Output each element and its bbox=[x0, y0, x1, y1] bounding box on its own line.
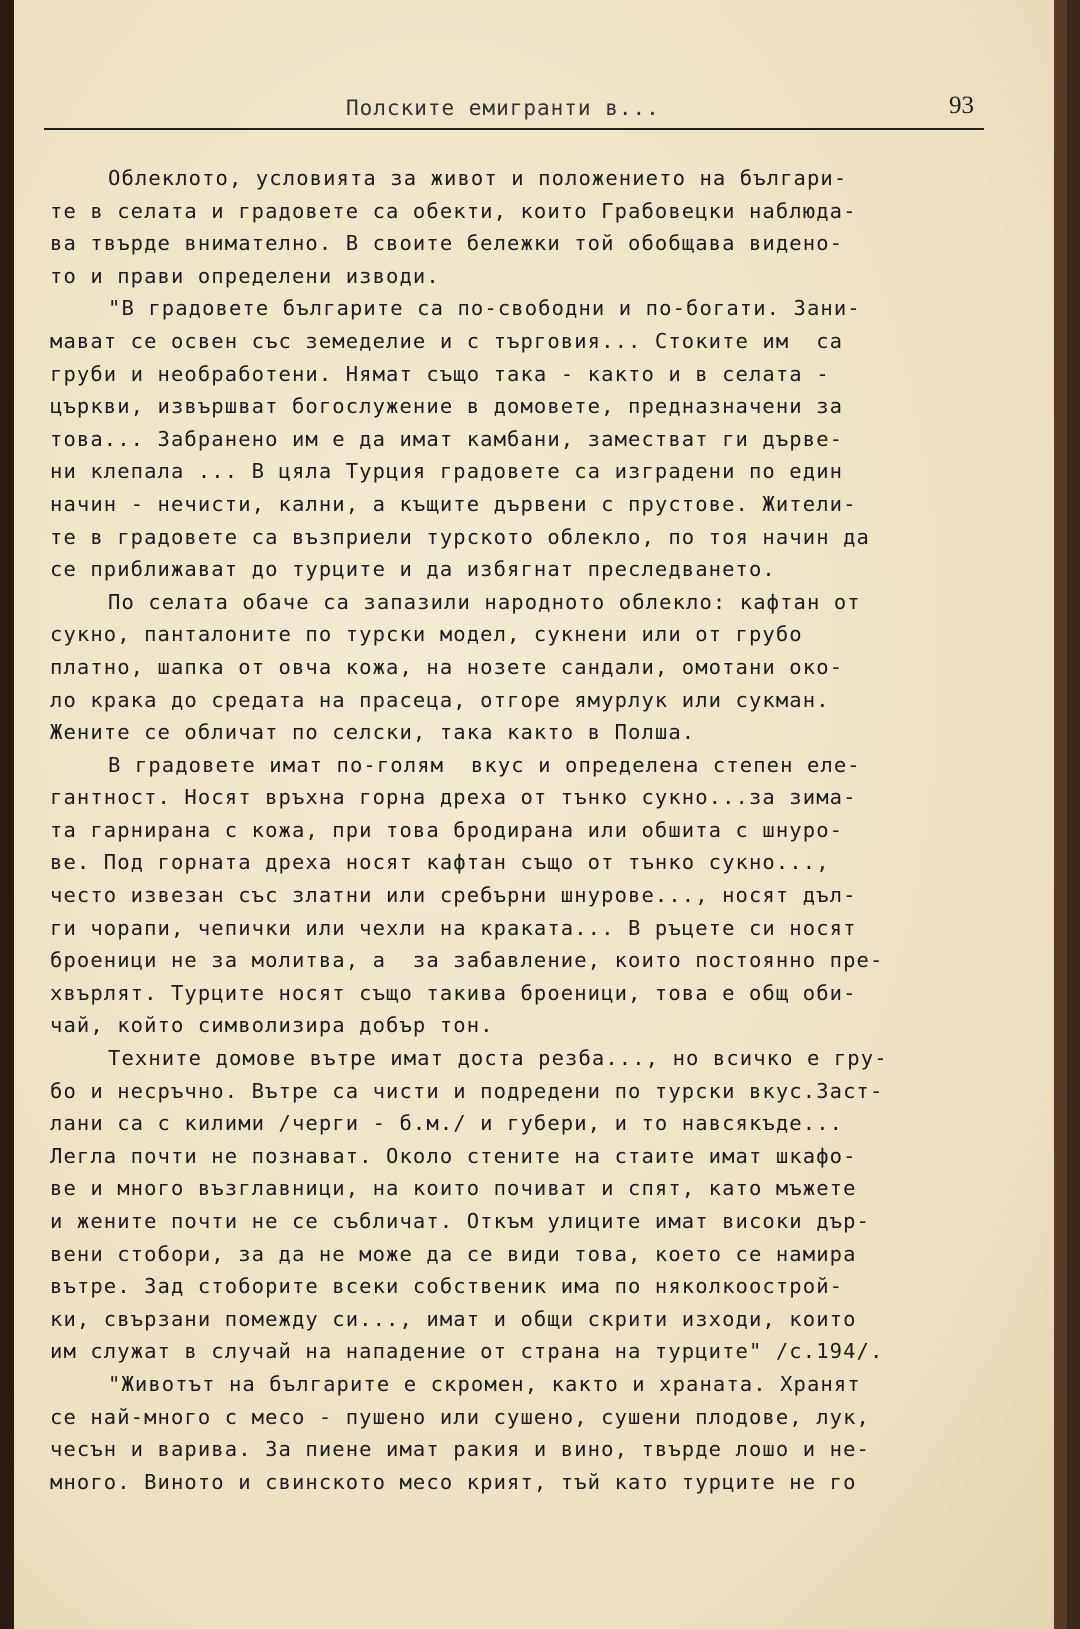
text-line: В градовете имат по-голям вкус и определена степен еле- bbox=[108, 752, 861, 777]
text-line: "В градовете българите са по-свободни и по-богати. Зани- bbox=[108, 296, 861, 321]
text-line: бо и несръчно. Вътре са чисти и подредени по турски вкус.Заст- bbox=[50, 1078, 884, 1103]
text-line: Жените се обличат по селски, така както в Полша. bbox=[50, 720, 696, 745]
body-text bbox=[50, 162, 1010, 1498]
book-spine bbox=[0, 0, 14, 1629]
text-line: та гарнирана с кожа, при това бродирана или обшита с шнуро- bbox=[50, 817, 844, 842]
text-line: се приближават до турците и да избягнат преследването. bbox=[50, 557, 776, 582]
text-line: мават се освен със земеделие и с търговия... Стоките им са bbox=[50, 328, 844, 353]
text-line: лани са с килими /черги - б.м./ и губери, и то навсякъде... bbox=[50, 1111, 844, 1136]
text-line: сукно, панталоните по турски модел, сукнени или от грубо bbox=[50, 622, 803, 647]
text-line: чай, който символизира добър тон. bbox=[50, 1013, 494, 1038]
text-line: Облеклото, условията за живот и положението на българи- bbox=[108, 166, 848, 190]
text-line: ки, свързани помежду си..., имат и общи скрити изходи, които bbox=[50, 1306, 857, 1331]
text-line: това... Забранено им е да имат камбани, заместват ги дърве- bbox=[50, 426, 844, 451]
text-line: броеници не за молитва, а за забавление, които постоянно пре- bbox=[50, 948, 884, 973]
text-line: ни клепала ... В цяла Турция градовете са изградени по един bbox=[50, 459, 844, 484]
text-line: църкви, извършват богослужение в домовете, предназначени за bbox=[50, 394, 844, 419]
page-edge bbox=[1054, 0, 1067, 1629]
text-line: ва твърде внимателно. В своите бележки той обобщава видено- bbox=[50, 231, 844, 256]
text-line: вътре. Зад стоборите всеки собственик има по няколкоострой- bbox=[50, 1274, 844, 1299]
scanned-page bbox=[14, 0, 1067, 1629]
running-title: Полските емигранти в... bbox=[346, 96, 660, 120]
text-line: те в градовете са възприели турското облекло, по тоя начин да bbox=[50, 524, 870, 549]
text-line: им служат в случай на нападение от страна на турците" /с.194/. bbox=[50, 1339, 884, 1364]
text-line: ве. Под горната дреха носят кафтан също от тънко сукно..., bbox=[50, 850, 830, 875]
text-line: хвърлят. Турците носят също такива броеници, това е общ оби- bbox=[50, 980, 857, 1005]
text-line: Техните домове вътре имат доста резба..., но всичко е гру- bbox=[108, 1046, 888, 1071]
text-line: начин - нечисти, кални, а къщите дървени с прустове. Жители- bbox=[50, 491, 857, 516]
text-line: груби и необработени. Нямат също така - както и в селата - bbox=[50, 361, 830, 386]
text-line: често извезан със златни или сребърни шнурове..., носят дъл- bbox=[50, 883, 857, 908]
text-line: то и прави определени изводи. bbox=[50, 263, 440, 288]
page-header bbox=[44, 94, 984, 130]
text-line: гантност. Носят връхна горна дреха от тънко сукно...за зима- bbox=[50, 785, 857, 810]
text-line: ло крака до средата на прасеца, отгоре ямурлук или сукман. bbox=[50, 687, 830, 712]
text-line: се най-много с месо - пушено или сушено, сушени плодове, лук, bbox=[50, 1404, 870, 1429]
text-line: те в селата и градовете са обекти, които Грабовецки наблюда- bbox=[50, 198, 857, 223]
text-line: ги чорапи, чепички или чехли на краката... В ръцете си носят bbox=[50, 915, 857, 940]
text-line: и жените почти не се събличат. Откъм улиците имат високи дър- bbox=[50, 1209, 870, 1233]
text-line: По селата обаче са запазили народното облекло: кафтан от bbox=[108, 589, 861, 614]
text-line: платно, шапка от овча кожа, на нозете сандали, омотани око- bbox=[50, 654, 844, 679]
text-line: много. Виното и свинското месо крият, тъй като турците не го bbox=[50, 1469, 857, 1494]
page-number: 93 bbox=[949, 92, 974, 119]
text-line: Легла почти не познават. Около стените на стаите имат шкафо- bbox=[50, 1143, 857, 1168]
text-line: "Животът на българите е скромен, както и храната. Хранят bbox=[108, 1371, 861, 1396]
text-line: вени стобори, за да не може да се види това, което се намира bbox=[50, 1241, 857, 1266]
text-line: ве и много възглавници, на които почиват и спят, като мъжете bbox=[50, 1176, 857, 1201]
text-line: чесън и варива. За пиене имат ракия и вино, твърде лошо и не- bbox=[50, 1437, 870, 1462]
